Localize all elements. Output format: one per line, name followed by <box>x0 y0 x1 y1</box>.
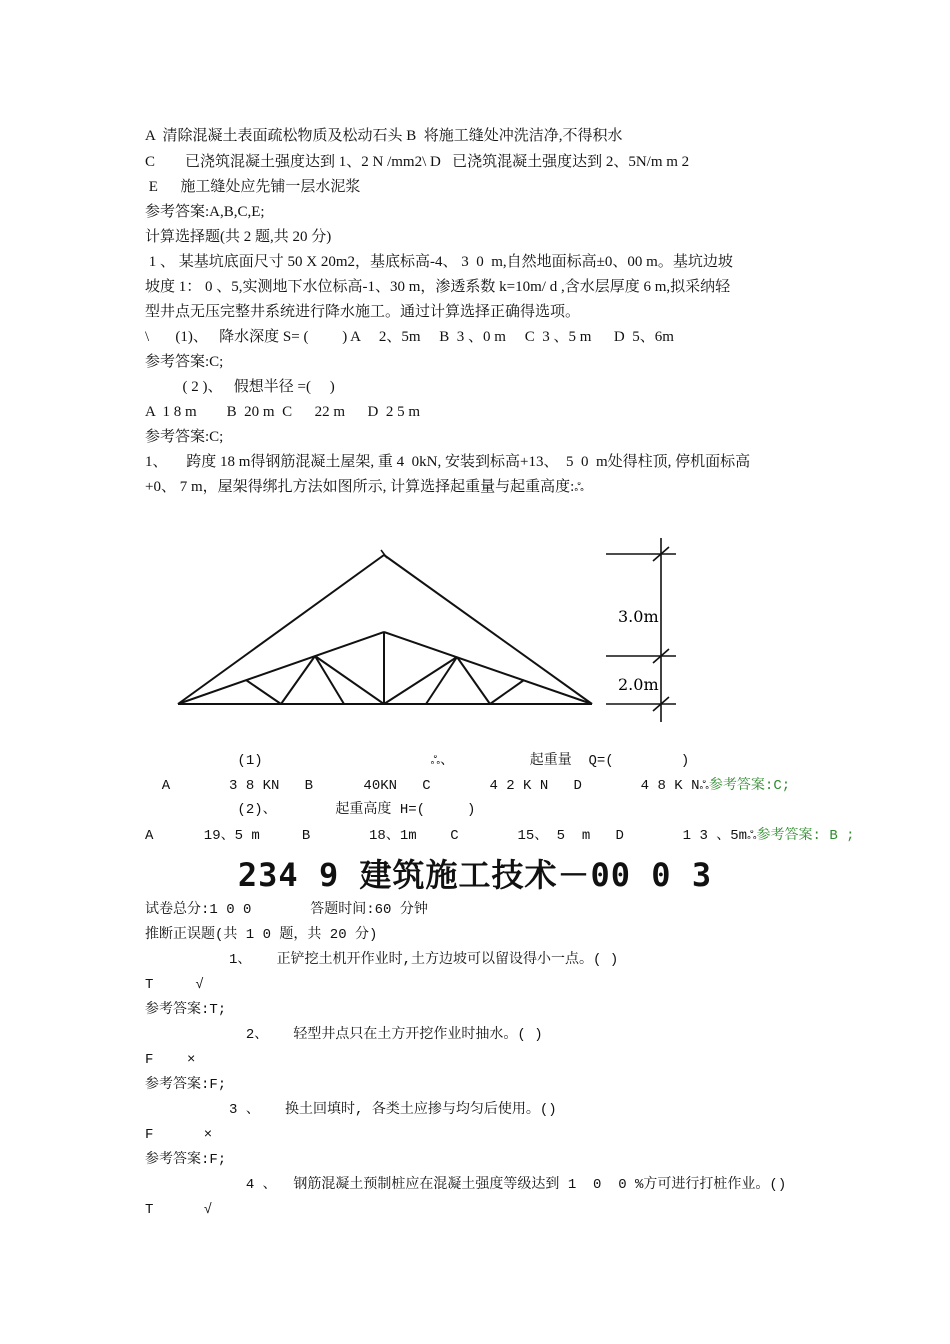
answer-line: 参考答案:A,B,C,E; <box>145 204 265 220</box>
tf-q4: 4 、 钢筋混凝土预制桩应在混凝土强度等级达到 1 0 0 %方可进行打桩作业。() <box>145 1177 787 1193</box>
dim-label-lower: 2.0m <box>618 675 659 694</box>
exam-meta: 试卷总分:1 0 0 答题时间:60 分钟 <box>145 902 428 918</box>
crane-sub1-suffix: 、 起重量 Q=( ) <box>440 753 690 769</box>
glyph-symbol: ஃ <box>747 828 757 842</box>
tf-q1-choice: T √ <box>145 977 204 993</box>
tf-q1: 1、 正铲挖土机开作业时,土方边坡可以留设得小一点。( ) <box>145 952 619 968</box>
calc-q2-line2 <box>145 477 584 497</box>
calc-sub1-options: \ (1)、 降水深度 S= ( ) A 2、5m B 3 、0 m C 3 、5 m D 5、6m <box>145 329 674 345</box>
option-line-c-d: C 已浇筑混凝土强度达到 1、2 N /mm2\ D 已浇筑混凝土强度达到 2、5N/m m 2 <box>145 154 690 170</box>
truss-right-rafter <box>384 555 592 704</box>
truss-lower-right-chord <box>384 632 592 704</box>
crane-sub2-options-line <box>145 825 855 846</box>
calc-sub2-question: ( 2 )、 假想半径 =( ) <box>145 379 335 395</box>
truss-lower-left-chord <box>178 632 384 704</box>
tf-q2-answer: 参考答案:F; <box>145 1077 227 1093</box>
tf-q3-choice: F × <box>145 1127 213 1143</box>
glyph-symbol: ஃ <box>699 778 709 792</box>
roof-truss-diagram <box>170 530 700 730</box>
truss-web-4 <box>426 657 457 704</box>
option-line-e: E 施工缝处应先铺一层水泥浆 <box>145 179 361 195</box>
calc-q2-line2-text: +0、 7 m，屋架得绑扎方法如图所示, 计算选择起重量与起重高度: <box>145 479 575 495</box>
truss-web-1 <box>315 656 344 704</box>
crane-sub1-options: A 3 8 KN B 40KN C 4 2 K N D 4 8 K N <box>145 778 700 794</box>
crane-sub1-answer: 参考答案:C; <box>708 778 791 794</box>
truss-web-2 <box>315 656 384 704</box>
crane-sub2-answer: 参考答案: B ; <box>756 828 855 844</box>
tf-q2: 2、 轻型井点只在土方开挖作业时抽水。( ) <box>145 1027 543 1043</box>
truss-web-7 <box>457 657 490 704</box>
option-line-a-b: A 清除混凝土表面疏松物质及松动石头 B 将施工缝处冲洗洁净,不得积水 <box>145 128 623 144</box>
crane-sub1-options-line <box>145 775 790 796</box>
exam-section-heading: 推断正误题(共 1 0 题，共 20 分) <box>145 927 378 943</box>
calc-q1-line3: 型井点无压完整井系统进行降水施工。通过计算选择正确得选项。 <box>145 304 581 320</box>
tf-q2-choice: F × <box>145 1052 196 1068</box>
calc-q2-line1: 1、 跨度 18 m得钢筋混凝土屋架, 重 4 0kN, 安装到标高+13、 5 0 m处得柱顶, 停机面标高 <box>145 454 751 470</box>
tf-q1-answer: 参考答案:T; <box>145 1002 227 1018</box>
crane-sub1-question <box>145 750 689 771</box>
tf-q4-choice: T √ <box>145 1202 213 1218</box>
truss-web-3 <box>384 657 457 704</box>
calc-q1-line2: 坡度 1： 0 、5,实测地下水位标高-1、30 m，渗透系数 k=10m/ d ,含水层厚度 6 m,拟采纳轻 <box>145 279 731 295</box>
calc-q1-line1: 1 、 某基坑底面尺寸 50 X 20m2，基底标高-4、 3 0 m,自然地面标高±0、00 m。基坑边坡 <box>145 254 733 270</box>
truss-web-8 <box>490 680 524 704</box>
crane-sub1-prefix: (1) <box>145 753 431 769</box>
truss-web-5 <box>246 680 281 704</box>
exam-title: 234 9 建筑施工技术－00 0 3 <box>237 856 713 894</box>
crane-sub2-question: (2)、 起重高度 H=( ) <box>145 802 476 818</box>
tf-q3: 3 、 换土回填时, 各类土应掺与均匀后使用。() <box>145 1102 557 1118</box>
calc-sub2-options: A 1 8 m B 20 m C 22 m D 2 5 m <box>145 404 421 420</box>
truss-web-6 <box>281 656 315 704</box>
tf-q3-answer: 参考答案:F; <box>145 1152 227 1168</box>
calc-sub2-answer: 参考答案:C; <box>145 429 224 445</box>
crane-sub2-options: A 19、5 m B 18、1m C 15、 5 m D 1 3 、5m <box>145 828 748 844</box>
glyph-symbol: ஃ <box>574 480 584 494</box>
dim-label-upper: 3.0m <box>618 607 659 626</box>
glyph-symbol: ஃ <box>430 753 441 767</box>
calc-section-heading: 计算选择题(共 2 题,共 20 分) <box>145 229 332 245</box>
calc-sub1-answer: 参考答案:C; <box>145 354 224 370</box>
